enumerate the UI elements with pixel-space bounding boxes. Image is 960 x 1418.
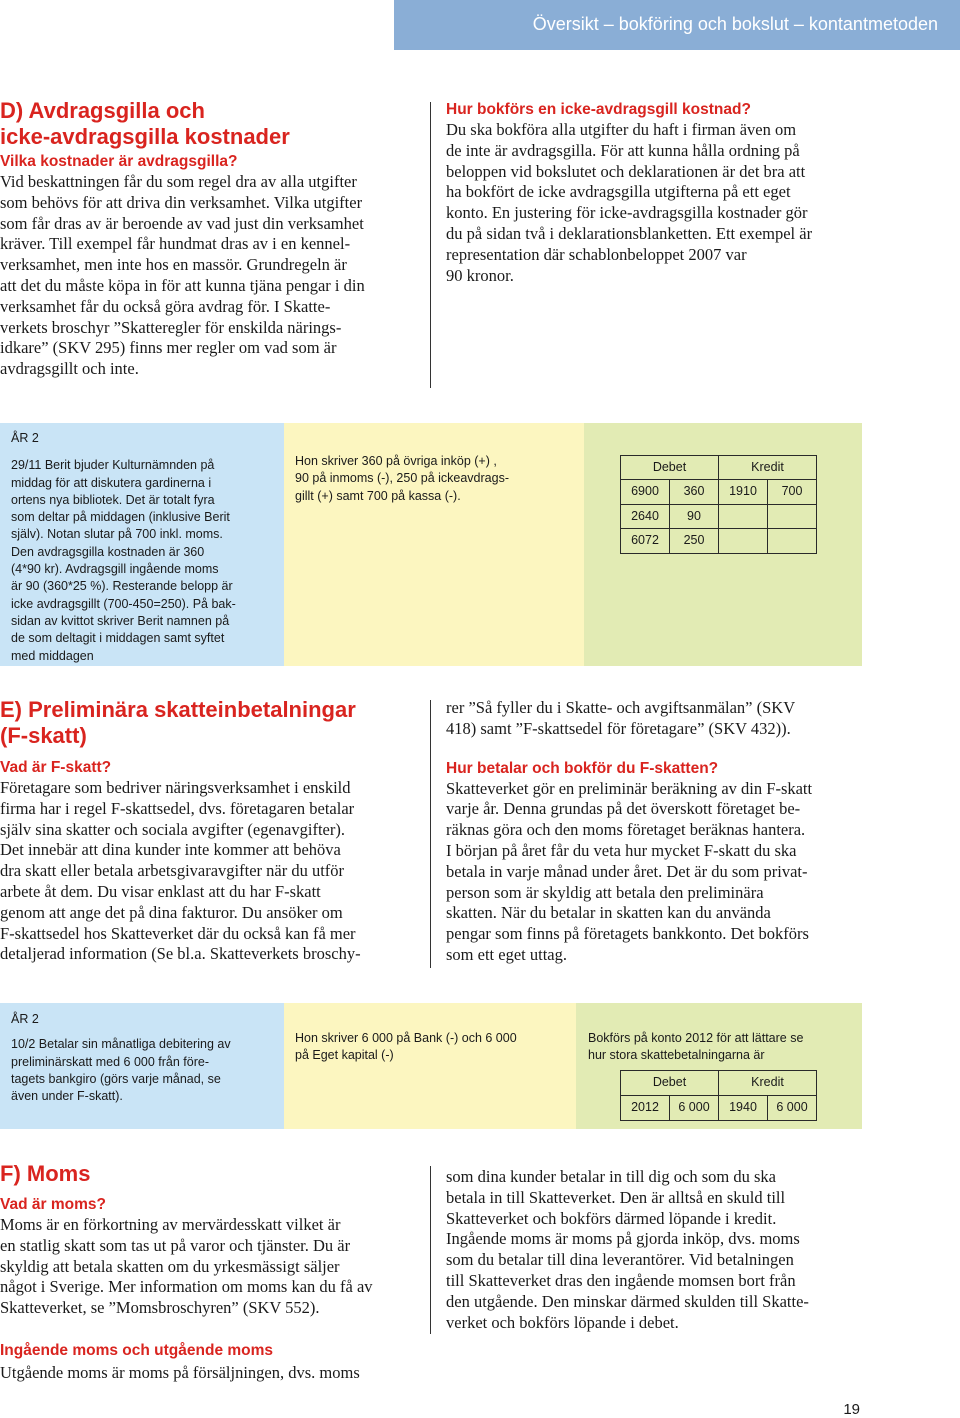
text-line: en statlig skatt som tas ut på varor och tjänster. Du är (0, 1235, 351, 1255)
text-line: som ett eget uttag. (446, 944, 567, 964)
text-line: varje år. Denna grundas på det överskott företaget be- (446, 799, 801, 819)
text-line: gillt (+) samt 700 på kassa (-). (295, 488, 461, 503)
ledger-cell: 250 (670, 529, 719, 554)
column-divider-3 (430, 1166, 431, 1334)
text-line: konto. En justering för icke-avdragsgilla kostnader gör (446, 203, 808, 223)
ledger-cell: 360 (670, 480, 719, 505)
ledger-cell: 6 000 (768, 1096, 817, 1121)
ledger-cell: 2640 (621, 504, 670, 529)
example-2-description (0, 1003, 284, 1129)
text-line: verket och bokförs löpande i debet. (446, 1312, 679, 1332)
text-line: Bokförs på konto 2012 för att lättare se (588, 1031, 804, 1045)
text-line: som får dras av är beroende av vad just din verksamhet (0, 213, 364, 233)
section-e-title-line1: E) Preliminära skatteinbetalningar (0, 697, 356, 722)
example-2-text (11, 1036, 284, 1105)
text-line: rer ”Så fyller du i Skatte- och avgiftsanmälan” (SKV (446, 698, 796, 717)
section-f-title: F) Moms (0, 1161, 91, 1186)
text-line: representation där schablonbeloppet 2007 var (446, 244, 747, 264)
column-divider (430, 102, 431, 388)
text-line: tagets bankgiro (görs varje månad, se (11, 1071, 221, 1086)
section-f-body-2: Utgående moms är moms på försäljningen, dvs. moms (0, 1362, 360, 1382)
text-line: hur stora skattebetalningarna är (588, 1048, 765, 1063)
example-1-year: ÅR 2 (11, 431, 39, 445)
text-line: verksamhet får du också göra avdrag för. I Skatte- (0, 296, 331, 316)
section-e-subtitle: Vad är F-skatt? (0, 759, 112, 776)
text-line: firma har i regel F-skattsedel, dvs. företagaren betalar (0, 798, 355, 818)
text-line: Det innebär att dina kunder inte kommer att behöva (0, 840, 341, 860)
example-2-ledger-note (588, 1030, 862, 1065)
text-line: genom att ange det på dina fakturor. Du ansöker om (0, 902, 343, 922)
text-line: ortens nya bibliotek. Det är totalt fyra (11, 492, 215, 507)
text-line: den utgående. Den minskar därmed skulden till Skatte- (446, 1291, 809, 1311)
text-line: icke avdragsgillt (700-450=250). På bak- (11, 596, 236, 611)
page-number: 19 (843, 1401, 860, 1418)
ledger-cell: 1940 (719, 1096, 768, 1121)
text-line: på Eget kapital (-) (295, 1048, 394, 1063)
ledger-cell: 2012 (621, 1096, 670, 1121)
section-d-left (0, 98, 415, 380)
text-line: verksamhet, men inte hos en massör. Grundregeln är (0, 255, 347, 275)
text-line: pengar som finns på företagets bankkonto. Det bokförs (446, 924, 809, 944)
section-f-body-3 (446, 1167, 876, 1333)
ledger-cell: 6072 (621, 529, 670, 554)
text-line: att det du måste köpa in för att kunna tjäna pengar i din (0, 275, 365, 295)
example-1-action (284, 423, 584, 666)
text-line: Skatteverket och bokförs därmed löpande i kredit. (446, 1208, 777, 1228)
section-e-right (446, 698, 876, 966)
text-line: dra skatt eller betala arbetsgivaravgifter när du utför (0, 861, 345, 881)
text-line: betala in till Skatteverket. Den är alltså en skuld till (446, 1187, 786, 1207)
text-line: arbete åt dem. Du visar enklast att du har F-skatt (0, 881, 321, 901)
ledger-table-2 (620, 1070, 817, 1121)
text-line: Skatteverket, se ”Momsbroschyren” (SKV 552). (0, 1298, 320, 1318)
section-f-subtitle-2: Ingående moms och utgående moms (0, 1341, 274, 1359)
ledger-cell (719, 504, 768, 529)
debet-header: Debet (621, 1071, 719, 1096)
text-line: som dina kunder betalar in till dig och som du ska (446, 1167, 776, 1186)
text-line: skatten. När du betalar in skatten kan du använda (446, 903, 771, 923)
text-line: Skatteverket gör en preliminär beräkning av din F-skatt (446, 778, 813, 798)
example-1-text (11, 457, 284, 665)
text-line: till Skatteverket dras den ingående momsen bort från (446, 1270, 796, 1290)
text-line: Moms är en förkortning av mervärdesskatt vilket är (0, 1215, 341, 1234)
section-f-body (0, 1215, 420, 1319)
section-e-title-line2: (F-skatt) (0, 723, 87, 748)
text-line: 90 kronor. (446, 265, 514, 285)
text-line: något i Sverige. Mer information om moms kan du få av (0, 1277, 373, 1297)
text-line: Vid beskattningen får du som regel dra av alla utgifter (0, 172, 357, 191)
text-line: även under F-skatt). (11, 1089, 123, 1104)
example-2-year: ÅR 2 (11, 1012, 39, 1026)
example-1-action-text (295, 453, 584, 505)
text-line: detaljerad information (Se bl.a. Skatteverkets broschy- (0, 944, 361, 964)
text-line: ha bokfört de icke avdragsgilla utgifterna på ett eget (446, 182, 791, 202)
example-2-ledger (576, 1003, 862, 1129)
ledger-cell (768, 529, 817, 554)
text-line: 29/11 Berit bjuder Kulturnämnden på (11, 458, 215, 473)
ledger-cell: 1910 (719, 480, 768, 505)
ledger-row (621, 480, 817, 505)
section-d-subtitle-2: Hur bokförs en icke-avdragsgill kostnad? (446, 101, 751, 118)
text-line: avdragsgillt och inte. (0, 359, 139, 379)
section-e-left (0, 697, 420, 965)
ledger-row (621, 1096, 817, 1121)
kredit-header: Kredit (719, 456, 817, 480)
text-line: Du ska bokföra alla utgifter du haft i firman även om (446, 120, 797, 139)
text-line: middag för att diskutera gardinerna i (11, 475, 212, 490)
text-line: du på sidan två i deklarationsblanketten. Ett exempel är (446, 223, 813, 243)
section-d-title-line2: icke-avdragsgilla kostnader (0, 124, 290, 149)
text-line: I början på året får du veta hur mycket F-skatt du ska (446, 840, 797, 860)
section-f-right (446, 1167, 876, 1333)
ledger-cell: 6900 (621, 480, 670, 505)
text-line: preliminärskatt med 6 000 från före- (11, 1054, 210, 1069)
text-line: skyldig att betala skatten om du yrkesmässigt säljer (0, 1256, 340, 1276)
section-d-subtitle: Vilka kostnader är avdragsgilla? (0, 153, 238, 170)
text-line: verkets broschyr ”Skatteregler för enskilda närings- (0, 317, 342, 337)
section-e-subtitle-2: Hur betalar och bokför du F-skatten? (446, 759, 719, 777)
text-line: är 90 (360*25 %). Resterande belopp är (11, 579, 233, 594)
header-title: Översikt – bokföring och bokslut – kontantmetoden (532, 14, 938, 34)
section-f-left (0, 1161, 420, 1384)
text-line: själv). Notan slutar på 700 inkl. moms. (11, 527, 223, 542)
text-line: F-skattsedel hos Skatteverket där du också kan få mer (0, 923, 356, 943)
debet-header: Debet (621, 456, 719, 480)
text-line: kräver. Till exempel får hundmat dras av i en kennel- (0, 234, 351, 254)
text-line: Den avdragsgilla kostnaden är 360 (11, 544, 205, 559)
text-line: 418) samt ”F-skattsedel för företagare” (SKV 432)). (446, 718, 791, 738)
section-e-right-top (446, 698, 876, 740)
text-line: beloppen vid bokslutet och deklarationen är det bra att (446, 161, 806, 181)
text-line: som du betalar till dina leverantörer. Vid betalningen (446, 1250, 794, 1270)
ledger-cell (768, 504, 817, 529)
column-divider-2 (430, 700, 431, 968)
text-line: de som deltagit i middagen samt syftet (11, 631, 225, 646)
ledger-row (621, 529, 817, 554)
text-line: de inte är avdragsgilla. För att kunna hålla ordning på (446, 140, 800, 160)
text-line: betala in varje månad under året. Det är du som privat- (446, 861, 808, 881)
example-1-description (0, 423, 284, 666)
section-f-subtitle: Vad är moms? (0, 1196, 106, 1213)
text-line: person som är skyldig att betala den preliminära (446, 882, 764, 902)
text-line: med middagen (11, 648, 94, 663)
ledger-row (621, 504, 817, 529)
ledger-cell: 90 (670, 504, 719, 529)
text-line: själv sina skatter och sociala avgifter (egenavgifter). (0, 819, 345, 839)
section-d-body-2 (446, 120, 876, 286)
kredit-header: Kredit (719, 1071, 817, 1096)
ledger-cell (719, 529, 768, 554)
section-d-right (446, 100, 876, 286)
section-e-body (0, 778, 420, 965)
text-line: (4*90 kr). Avdragsgill ingående moms (11, 562, 219, 577)
text-line: Hon skriver 360 på övriga inköp (+) , (295, 454, 497, 468)
text-line: Ingående moms är moms på gjorda inköp, dvs. moms (446, 1229, 800, 1249)
example-2-action (284, 1003, 584, 1129)
example-2-action-text (295, 1030, 584, 1065)
text-line: Hon skriver 6 000 på Bank (-) och 6 000 (295, 1031, 517, 1045)
ledger-table-1 (620, 455, 817, 554)
text-line: räknas göra och den moms företaget beräknas hantera. (446, 820, 806, 840)
text-line: som deltar på middagen (inklusive Berit (11, 510, 230, 525)
text-line: 90 på inmoms (-), 250 på ickeavdrags- (295, 471, 509, 486)
text-line: Företagare som bedriver näringsverksamhet i enskild (0, 778, 351, 797)
section-d-body (0, 172, 415, 380)
text-line: 10/2 Betalar sin månatliga debitering av (11, 1037, 231, 1052)
section-e-body-2 (446, 779, 876, 966)
ledger-cell: 700 (768, 480, 817, 505)
ledger-cell: 6 000 (670, 1096, 719, 1121)
text-line: idkare” (SKV 295) finns mer regler om vad som är (0, 338, 337, 358)
text-line: sidan av kvittot skriver Berit namnen på (11, 613, 230, 628)
text-line: som behövs för att driva din verksamhet. Vilka utgifter (0, 192, 363, 212)
example-1-ledger (584, 423, 862, 666)
section-d-title-line1: D) Avdragsgilla och (0, 98, 205, 123)
